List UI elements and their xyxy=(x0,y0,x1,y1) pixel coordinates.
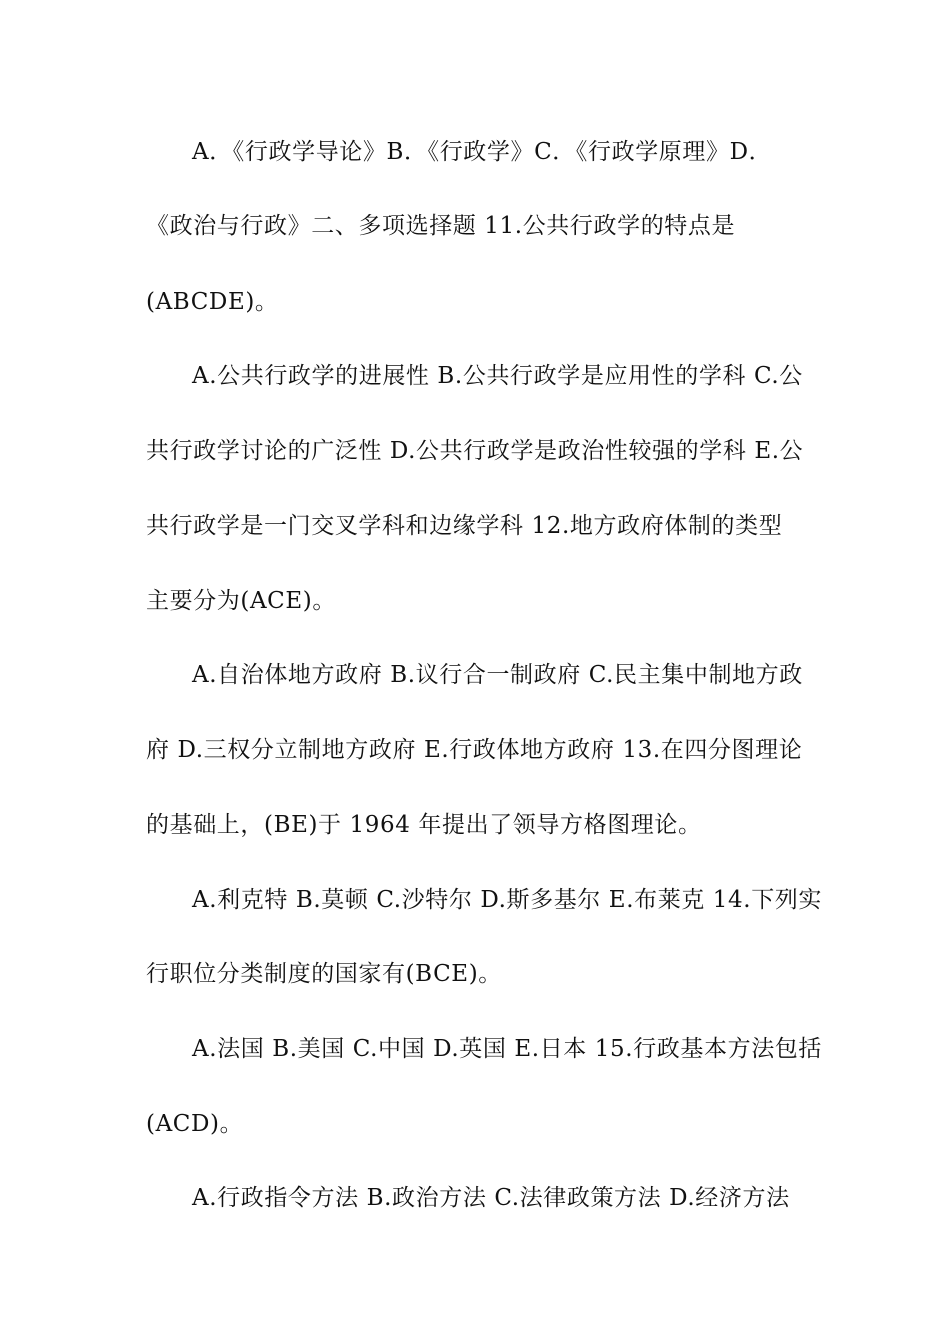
text-line: (ABCDE)。 xyxy=(146,289,279,315)
text-line: A．《行政学导论》B．《行政学》C．《行政学原理》D． xyxy=(192,139,773,165)
text-line: 共行政学是一门交叉学科和边缘学科 12.地方政府体制的类型 xyxy=(146,513,783,539)
text-line: 共行政学讨论的广泛性 D.公共行政学是政治性较强的学科 E.公 xyxy=(146,438,804,464)
text-line: 《政治与行政》二、多项选择题 11.公共行政学的特点是 xyxy=(146,213,736,239)
text-line: A.公共行政学的进展性 B.公共行政学是应用性的学科 C.公 xyxy=(192,363,803,389)
text-line: A.自治体地方政府 B.议行合一制政府 C.民主集中制地方政 xyxy=(192,662,803,688)
text-line: 行职位分类制度的国家有(BCE)。 xyxy=(146,961,502,987)
text-line: (ACD)。 xyxy=(146,1111,244,1137)
text-line: 的基础上，(BE)于 1964 年提出了领导方格图理论。 xyxy=(146,812,702,838)
text-line: A.法国 B.美国 C.中国 D.英国 E.日本 15.行政基本方法包括 xyxy=(192,1036,822,1062)
text-line: 主要分为(ACE)。 xyxy=(146,588,336,614)
text-line: A.行政指令方法 B.政治方法 C.法律政策方法 D.经济方法 xyxy=(192,1185,790,1211)
text-line: 府 D.三权分立制地方政府 E.行政体地方政府 13.在四分图理论 xyxy=(146,737,803,763)
text-line: A.利克特 B.莫顿 C.沙特尔 D.斯多基尔 E.布莱克 14.下列实 xyxy=(192,887,822,913)
